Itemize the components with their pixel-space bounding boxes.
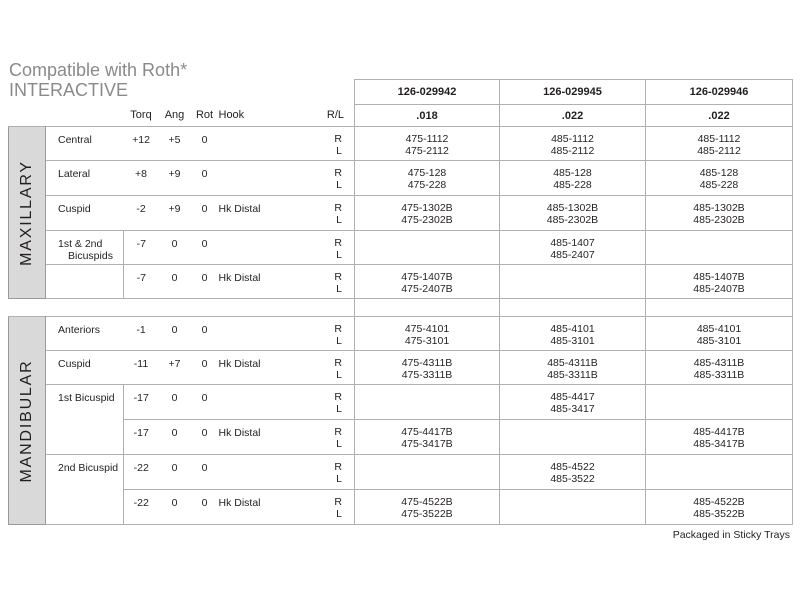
sku-code-3: 126-029946 [646, 80, 793, 105]
part-number [646, 231, 793, 265]
part-number: 485-4101 485-3101 [646, 317, 793, 351]
rot-value: 0 [191, 231, 219, 265]
table-row [9, 385, 793, 420]
part-number: 475-1407B 475-2407B [355, 265, 500, 299]
part-number [500, 265, 646, 299]
ang-value: +9 [159, 161, 191, 196]
part-number: 475-1112 475-2112 [355, 127, 500, 161]
rl-value: R L [299, 455, 355, 490]
part-number [646, 385, 793, 420]
part-number: 485-4101 485-3101 [500, 317, 646, 351]
rl-value: R L [299, 385, 355, 420]
part-number: 475-1302B 475-2302B [355, 196, 500, 231]
table-row [9, 490, 793, 525]
rot-value: 0 [191, 317, 219, 351]
hook-value: Hk Distal [219, 420, 299, 455]
hook-value [219, 231, 299, 265]
tooth-name: Lateral [46, 161, 124, 196]
hook-value: Hk Distal [219, 265, 299, 299]
torq-value: -22 [124, 490, 159, 525]
part-number: 475-128 475-228 [355, 161, 500, 196]
part-number: 485-4417 485-3417 [500, 385, 646, 420]
region-spacer [9, 299, 793, 317]
part-number: 485-1112 485-2112 [646, 127, 793, 161]
bracket-table [8, 79, 793, 525]
rl-value: R L [299, 161, 355, 196]
rl-value: R L [299, 351, 355, 385]
ang-value: 0 [159, 420, 191, 455]
hook-value [219, 161, 299, 196]
rl-value: R L [299, 490, 355, 525]
torq-value: -17 [124, 420, 159, 455]
sku-code-1: 126-029942 [355, 80, 500, 105]
tooth-name [46, 265, 124, 299]
col-rl: R/L [326, 109, 344, 122]
hook-value: Hk Distal [219, 351, 299, 385]
slot-size-1: .018 [355, 105, 500, 127]
col-ang: Ang [164, 109, 185, 122]
torq-value: -1 [124, 317, 159, 351]
part-number: 485-1407 485-2407 [500, 231, 646, 265]
torq-value: +12 [124, 127, 159, 161]
tooth-name: Central [46, 127, 124, 161]
ang-value: 0 [159, 317, 191, 351]
part-number: 485-4311B 485-3311B [646, 351, 793, 385]
rot-value: 0 [191, 455, 219, 490]
rot-value: 0 [191, 265, 219, 299]
tooth-name [46, 490, 124, 525]
ang-value: +5 [159, 127, 191, 161]
rot-value: 0 [191, 196, 219, 231]
slot-size-2: .022 [500, 105, 646, 127]
ang-value: +9 [159, 196, 191, 231]
rl-value: R L [299, 127, 355, 161]
rl-value: R L [299, 317, 355, 351]
torq-value: -7 [124, 265, 159, 299]
table-row [9, 231, 793, 265]
rl-value: R L [299, 265, 355, 299]
part-number: 475-4101 475-3101 [355, 317, 500, 351]
slot-size-3: .022 [646, 105, 793, 127]
hook-value [219, 385, 299, 420]
torq-value: -7 [124, 231, 159, 265]
ang-value: 0 [159, 455, 191, 490]
rot-value: 0 [191, 385, 219, 420]
torq-value: -2 [124, 196, 159, 231]
torq-value: +8 [124, 161, 159, 196]
ang-value: 0 [159, 385, 191, 420]
part-number [646, 455, 793, 490]
ang-value: 0 [159, 490, 191, 525]
rl-value: R L [299, 196, 355, 231]
ang-value: +7 [159, 351, 191, 385]
tooth-name: Cuspid [46, 351, 124, 385]
table-row [9, 420, 793, 455]
tooth-name [46, 420, 124, 455]
rot-value: 0 [191, 490, 219, 525]
part-number: 485-1302B 485-2302B [646, 196, 793, 231]
part-number: 485-1407B 485-2407B [646, 265, 793, 299]
part-number: 485-4311B 485-3311B [500, 351, 646, 385]
part-number [355, 231, 500, 265]
torq-value: -11 [124, 351, 159, 385]
hook-value [219, 127, 299, 161]
title-line-2: INTERACTIVE [9, 80, 129, 100]
tooth-name: 2nd Bicuspid [46, 455, 124, 490]
ang-value: 0 [159, 265, 191, 299]
part-number: 485-1302B 485-2302B [500, 196, 646, 231]
part-number: 485-4522B 485-3522B [646, 490, 793, 525]
torq-value: -17 [124, 385, 159, 420]
tooth-name: Anteriors [46, 317, 124, 351]
part-number: 475-4417B 475-3417B [355, 420, 500, 455]
region-maxillary: MAXILLARY [9, 127, 46, 299]
part-number [355, 455, 500, 490]
part-number [500, 490, 646, 525]
table-row [9, 127, 793, 161]
table-row [9, 351, 793, 385]
col-rot: Rot [195, 109, 214, 122]
part-number [355, 385, 500, 420]
part-number: 485-128 485-228 [646, 161, 793, 196]
column-header-row [9, 105, 793, 127]
col-hook: Hook [218, 109, 245, 122]
table-row [9, 161, 793, 196]
sku-code-2: 126-029945 [500, 80, 646, 105]
part-number: 485-4522 485-3522 [500, 455, 646, 490]
hook-value: Hk Distal [219, 196, 299, 231]
hook-value [219, 455, 299, 490]
rot-value: 0 [191, 351, 219, 385]
part-number: 485-4417B 485-3417B [646, 420, 793, 455]
table-row [9, 265, 793, 299]
rot-value: 0 [191, 127, 219, 161]
rl-value: R L [299, 231, 355, 265]
part-number: 475-4311B 475-3311B [355, 351, 500, 385]
torq-value: -22 [124, 455, 159, 490]
part-number: 485-128 485-228 [500, 161, 646, 196]
table-row [9, 455, 793, 490]
packaging-note: Packaged in Sticky Trays [672, 529, 790, 541]
sku-header-row [9, 80, 793, 105]
tooth-name: 1st Bicuspid [46, 385, 124, 420]
tooth-name: Cuspid [46, 196, 124, 231]
part-number: 475-4522B 475-3522B [355, 490, 500, 525]
part-number [500, 420, 646, 455]
tooth-name: 1st & 2nd Bicuspids [46, 231, 124, 265]
table-row [9, 317, 793, 351]
ang-value: 0 [159, 231, 191, 265]
hook-value: Hk Distal [219, 490, 299, 525]
hook-value [219, 317, 299, 351]
col-torq: Torq [130, 109, 152, 122]
title-line-1: Compatible with Roth* [9, 60, 188, 80]
rot-value: 0 [191, 161, 219, 196]
rl-value: R L [299, 420, 355, 455]
region-mandibular: MANDIBULAR [9, 317, 46, 525]
rot-value: 0 [191, 420, 219, 455]
table-row [9, 196, 793, 231]
part-number: 485-1112 485-2112 [500, 127, 646, 161]
